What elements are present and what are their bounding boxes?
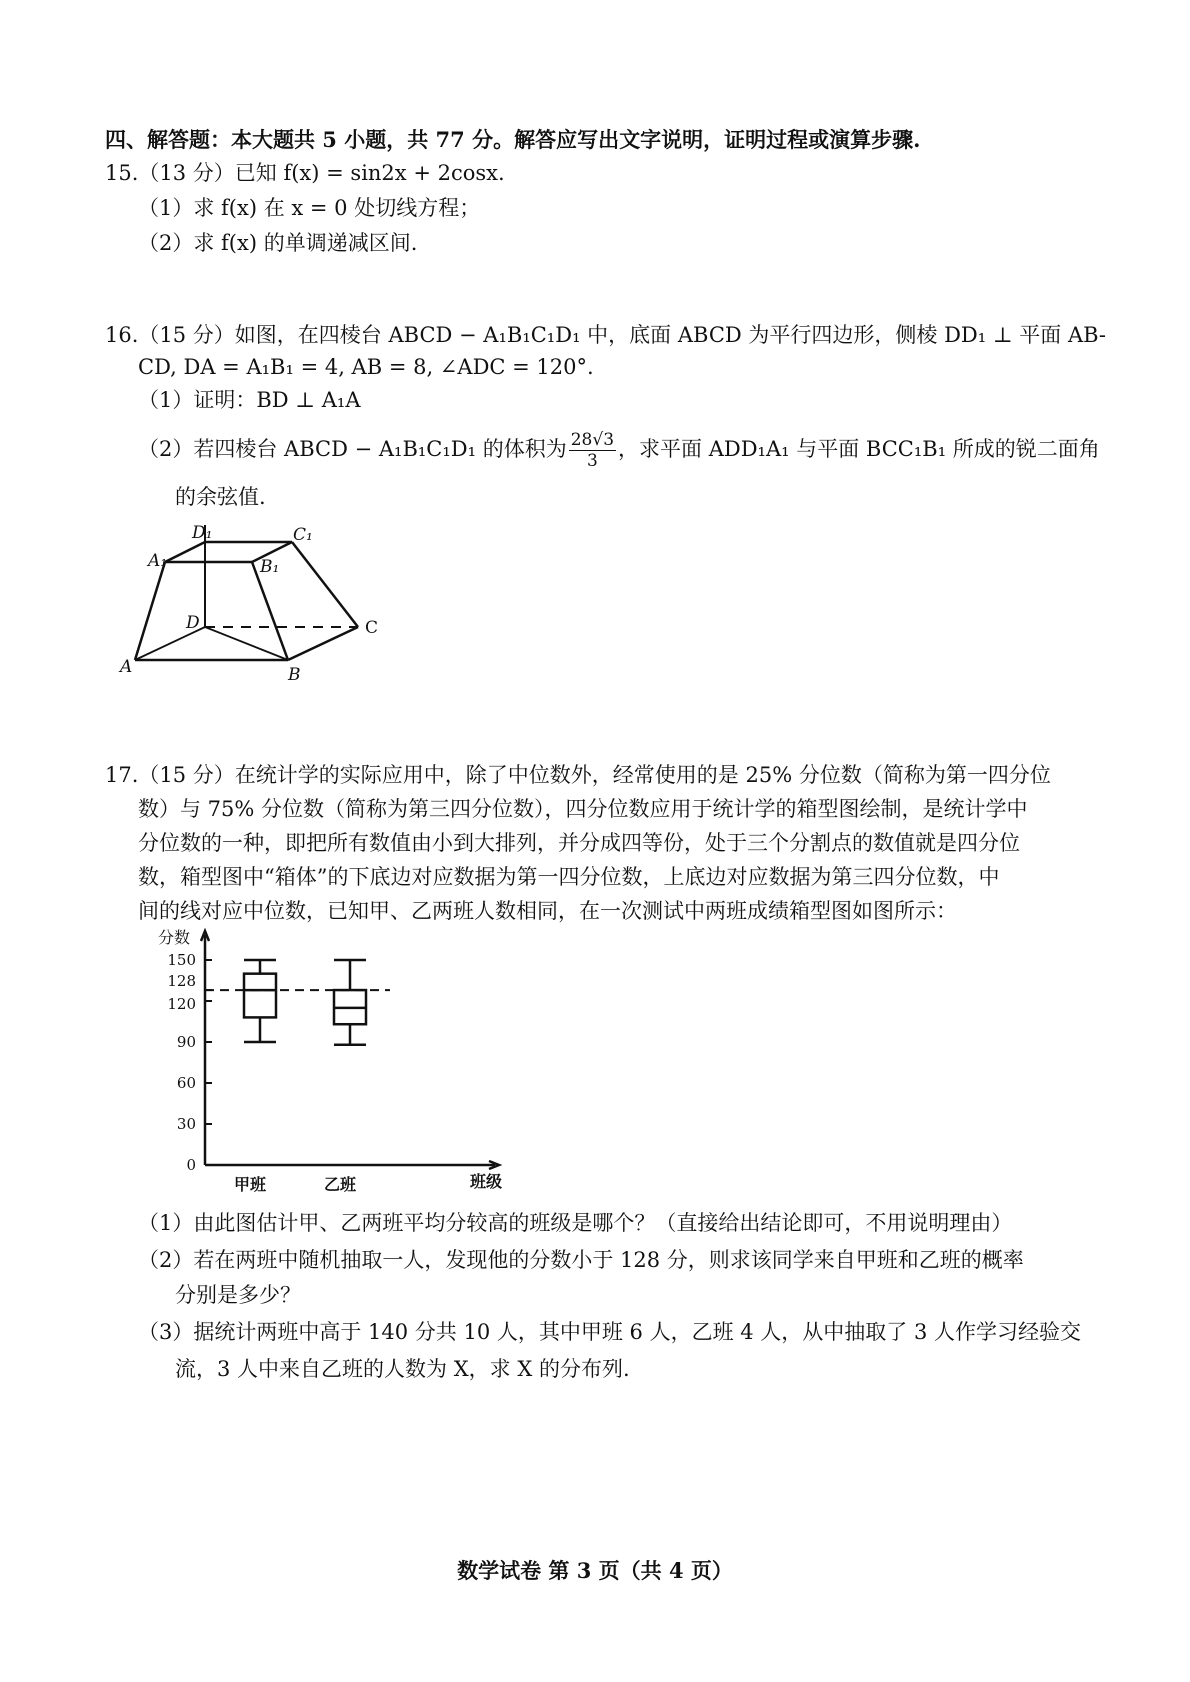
page-footer: 数学试卷 第 3 页（共 4 页） xyxy=(457,1558,733,1583)
q16-part-2-line-2: 的余弦值. xyxy=(175,485,266,509)
edge-b-c xyxy=(288,627,358,660)
q15-part-2: （2）求 f(x) 的单调递减区间. xyxy=(138,231,418,255)
q17-part-2-line-2: 分别是多少？ xyxy=(175,1283,301,1307)
label-d: D xyxy=(186,613,200,633)
section-heading: 四、解答题：本大题共 5 小题，共 77 分。解答应写出文字说明，证明过程或演算步骤. xyxy=(105,127,921,152)
category-label-1: 甲班 xyxy=(233,1175,267,1194)
q17-stem-line-1: 17.（15 分）在统计学的实际应用中，除了中位数外，经常使用的是 25% 分位数（简称为第一四分位 xyxy=(105,763,1051,787)
y-tick-label-128: 128 xyxy=(167,972,196,991)
q16-part-1: （1）证明：BD ⊥ A₁A xyxy=(138,388,361,412)
q16-part-2-prefix: （2）若四棱台 ABCD − A₁B₁C₁D₁ 的体积为 xyxy=(138,437,567,461)
q17-part-1: （1）由此图估计甲、乙两班平均分较高的班级是哪个？（直接给出结论即可，不用说明理由） xyxy=(138,1211,1013,1235)
q16-part-2-suffix: ，求平面 ADD₁A₁ 与平面 BCC₁B₁ 所成的锐二面角 xyxy=(618,437,1100,461)
box-body xyxy=(244,974,276,1018)
frustum-figure xyxy=(110,510,410,700)
y-tick-label-60: 60 xyxy=(176,1074,196,1092)
q17-stem-line-3: 分位数的一种，即把所有数值由小到大排列，并分成四等份，处于三个分割点的数值就是四分位 xyxy=(138,831,1020,855)
volume-fraction-numerator: 28√3 xyxy=(570,430,615,450)
volume-fraction-denominator: 3 xyxy=(586,451,598,471)
q17-part-3-line-2: 流，3 人中来自乙班的人数为 X，求 X 的分布列. xyxy=(175,1357,630,1381)
q16-part-2 xyxy=(138,430,1100,471)
label-a1: A₁ xyxy=(148,551,168,571)
label-d1: D₁ xyxy=(192,523,213,543)
label-b1: B₁ xyxy=(260,557,280,577)
q15-part-1: （1）求 f(x) 在 x = 0 处切线方程； xyxy=(138,196,481,220)
box-2 xyxy=(334,960,366,1045)
diagonal-d-b xyxy=(205,627,288,660)
q16-stem-line-2: CD, DA = A₁B₁ = 4, AB = 8, ∠ADC = 120°. xyxy=(138,355,594,379)
q17-stem-line-2: 数）与 75% 分位数（简称为第三四分位数），四分位数应用于统计学的箱型图绘制，是统计学中 xyxy=(138,797,1028,821)
q16-stem-line-1: 16.（15 分）如图，在四棱台 ABCD − A₁B₁C₁D₁ 中，底面 ABCD 为平行四边形，侧棱 DD₁ ⊥ 平面 AB- xyxy=(105,323,1107,347)
label-b: B xyxy=(288,665,301,685)
q17-stem-line-4: 数，箱型图中“箱体”的下底边对应数据为第一四分位数，上底边对应数据为第三四分位数，中 xyxy=(138,865,1000,889)
box-plot-chart xyxy=(150,925,530,1205)
label-a: A xyxy=(120,657,133,677)
label-c1: C₁ xyxy=(293,525,313,545)
edge-a1-d1 xyxy=(165,542,205,562)
y-tick-label-0: 0 xyxy=(186,1156,196,1174)
box-1 xyxy=(244,960,276,1042)
q17-part-3-line-1: （3）据统计两班中高于 140 分共 10 人，其中甲班 6 人，乙班 4 人，从中抽取了 3 人作学习经验交 xyxy=(138,1320,1081,1344)
q15-stem: 15.（13 分）已知 f(x) = sin2x + 2cosx. xyxy=(105,161,505,185)
q17-stem-line-5: 间的线对应中位数，已知甲、乙两班人数相同，在一次测试中两班成绩箱型图如图所示： xyxy=(138,899,957,923)
y-tick-label-30: 30 xyxy=(176,1115,196,1133)
y-tick-label-90: 90 xyxy=(176,1033,196,1051)
q17-part-2-line-1: （2）若在两班中随机抽取一人，发现他的分数小于 128 分，则求该同学来自甲班和乙班的概率 xyxy=(138,1248,1024,1272)
label-c: C xyxy=(365,618,379,638)
y-tick-label-120: 120 xyxy=(167,995,196,1013)
volume-fraction xyxy=(569,430,616,471)
y-axis-label: 分数 xyxy=(158,928,191,947)
x-axis-label: 班级 xyxy=(470,1172,503,1191)
edge-c1-c xyxy=(292,542,358,627)
y-tick-label-150: 150 xyxy=(167,951,196,969)
category-label-2: 乙班 xyxy=(323,1175,357,1194)
edge-a1-a xyxy=(135,562,165,660)
